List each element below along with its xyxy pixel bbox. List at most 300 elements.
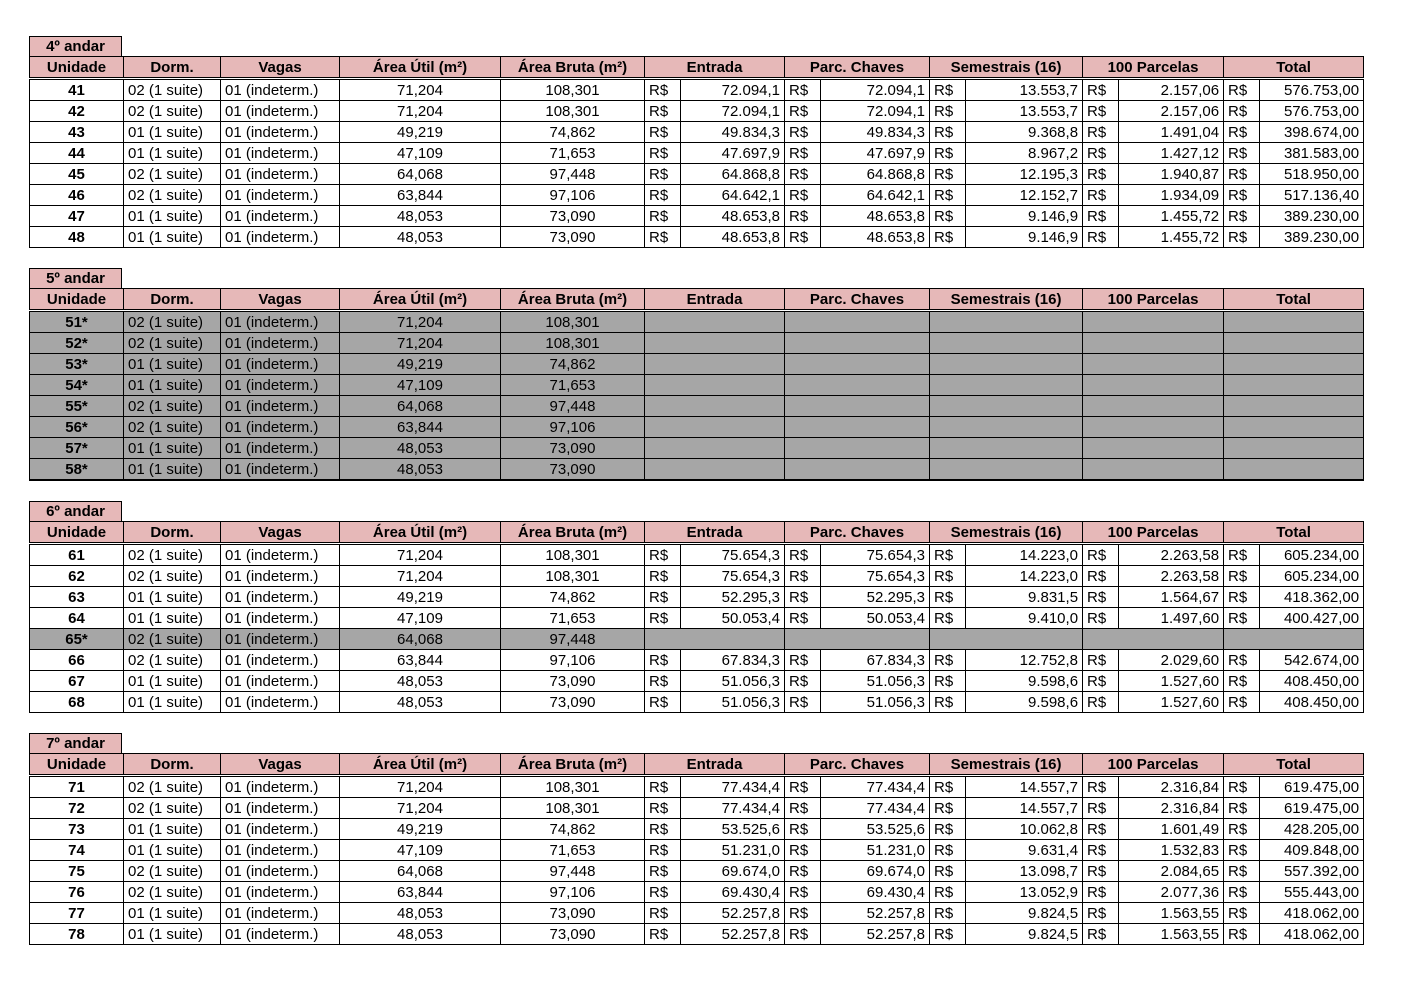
area-util-cell: 49,219	[340, 122, 501, 143]
currency-symbol: R$	[645, 776, 681, 798]
currency-symbol: R$	[785, 587, 821, 608]
vagas-cell: 01 (indeterm.)	[221, 798, 340, 819]
currency-symbol: R$	[1083, 819, 1119, 840]
column-header-total: Total	[1224, 754, 1364, 776]
semestrais-value: 13.052,9	[966, 882, 1083, 903]
total-cell-empty	[1224, 629, 1364, 650]
area-util-cell: 71,204	[340, 101, 501, 122]
area-util-cell: 71,204	[340, 333, 501, 354]
currency-symbol: R$	[930, 566, 966, 587]
column-header-unidade: Unidade	[30, 522, 124, 544]
table-row	[30, 311, 1364, 333]
total-cell-empty	[1224, 417, 1364, 438]
semestrais-value: 9.598,6	[966, 692, 1083, 713]
currency-symbol: R$	[1083, 840, 1119, 861]
entrada-cell-empty	[645, 396, 785, 417]
table-row	[30, 566, 1364, 587]
column-header-unidade: Unidade	[30, 57, 124, 79]
area-util-cell: 48,053	[340, 671, 501, 692]
vagas-cell: 01 (indeterm.)	[221, 861, 340, 882]
table-row	[30, 438, 1364, 459]
currency-symbol: R$	[645, 143, 681, 164]
semestrais-cell-empty	[930, 438, 1083, 459]
area-bruta-cell: 73,090	[501, 924, 645, 945]
semestrais-value: 9.831,5	[966, 587, 1083, 608]
entrada-value: 69.674,0	[681, 861, 785, 882]
area-util-cell: 48,053	[340, 924, 501, 945]
total-value: 398.674,00	[1260, 122, 1364, 143]
currency-symbol: R$	[645, 164, 681, 185]
column-header-semestrais: Semestrais (16)	[930, 57, 1083, 79]
entrada-cell-empty	[645, 333, 785, 354]
dorm-cell: 01 (1 suite)	[124, 354, 221, 375]
currency-symbol: R$	[785, 798, 821, 819]
vagas-cell: 01 (indeterm.)	[221, 101, 340, 122]
entrada-value: 52.295,3	[681, 587, 785, 608]
parc-chaves-value: 69.430,4	[821, 882, 930, 903]
column-header-total: Total	[1224, 289, 1364, 311]
parcelas-value: 2.157,06	[1119, 101, 1224, 122]
currency-symbol: R$	[1224, 164, 1260, 185]
area-bruta-cell: 73,090	[501, 227, 645, 248]
unit-number: 68	[30, 692, 124, 713]
area-bruta-cell: 73,090	[501, 903, 645, 924]
dorm-cell: 02 (1 suite)	[124, 79, 221, 101]
parcelas-value: 2.157,06	[1119, 79, 1224, 101]
unit-number: 67	[30, 671, 124, 692]
currency-symbol: R$	[1224, 587, 1260, 608]
currency-symbol: R$	[930, 903, 966, 924]
table-row	[30, 650, 1364, 671]
area-util-cell: 71,204	[340, 311, 501, 333]
dorm-cell: 01 (1 suite)	[124, 671, 221, 692]
table-row	[30, 185, 1364, 206]
parcelas-value: 1.934,09	[1119, 185, 1224, 206]
parc-chaves-value: 52.257,8	[821, 924, 930, 945]
unit-number: 65*	[30, 629, 124, 650]
entrada-value: 49.834,3	[681, 122, 785, 143]
currency-symbol: R$	[1083, 776, 1119, 798]
currency-symbol: R$	[1083, 587, 1119, 608]
currency-symbol: R$	[645, 227, 681, 248]
currency-symbol: R$	[1224, 544, 1260, 566]
currency-symbol: R$	[645, 122, 681, 143]
semestrais-value: 10.062,8	[966, 819, 1083, 840]
table-row	[30, 333, 1364, 354]
parc-chaves-value: 64.868,8	[821, 164, 930, 185]
area-bruta-cell: 71,653	[501, 840, 645, 861]
currency-symbol: R$	[1083, 143, 1119, 164]
currency-symbol: R$	[645, 861, 681, 882]
currency-symbol: R$	[785, 544, 821, 566]
dorm-cell: 02 (1 suite)	[124, 417, 221, 438]
floor-label: 6º andar	[29, 501, 122, 521]
column-header-entrada: Entrada	[645, 522, 785, 544]
unit-number: 76	[30, 882, 124, 903]
column-header-dorm: Dorm.	[124, 289, 221, 311]
total-value: 418.062,00	[1260, 924, 1364, 945]
parc-chaves-cell-empty	[785, 459, 930, 481]
total-cell-empty	[1224, 311, 1364, 333]
parcelas-value: 2.316,84	[1119, 776, 1224, 798]
currency-symbol: R$	[785, 671, 821, 692]
dorm-cell: 02 (1 suite)	[124, 164, 221, 185]
area-util-cell: 63,844	[340, 650, 501, 671]
vagas-cell: 01 (indeterm.)	[221, 79, 340, 101]
currency-symbol: R$	[645, 206, 681, 227]
parc-chaves-cell-empty	[785, 417, 930, 438]
parc-chaves-cell-empty	[785, 375, 930, 396]
dorm-cell: 02 (1 suite)	[124, 101, 221, 122]
parcelas-value: 1.601,49	[1119, 819, 1224, 840]
currency-symbol: R$	[1083, 206, 1119, 227]
currency-symbol: R$	[930, 122, 966, 143]
vagas-cell: 01 (indeterm.)	[221, 227, 340, 248]
area-util-cell: 71,204	[340, 566, 501, 587]
parcelas-value: 1.564,67	[1119, 587, 1224, 608]
area-bruta-cell: 71,653	[501, 375, 645, 396]
currency-symbol: R$	[785, 692, 821, 713]
currency-symbol: R$	[785, 143, 821, 164]
unit-number: 64	[30, 608, 124, 629]
total-value: 555.443,00	[1260, 882, 1364, 903]
entrada-value: 47.697,9	[681, 143, 785, 164]
parc-chaves-value: 47.697,9	[821, 143, 930, 164]
table-row	[30, 101, 1364, 122]
entrada-value: 48.653,8	[681, 206, 785, 227]
currency-symbol: R$	[785, 650, 821, 671]
currency-symbol: R$	[645, 185, 681, 206]
area-bruta-cell: 97,106	[501, 650, 645, 671]
semestrais-value: 14.223,0	[966, 544, 1083, 566]
vagas-cell: 01 (indeterm.)	[221, 819, 340, 840]
price-sheet	[29, 36, 1364, 965]
parcelas-cell-empty	[1083, 333, 1224, 354]
currency-symbol: R$	[1224, 861, 1260, 882]
unit-number: 41	[30, 79, 124, 101]
table-row	[30, 882, 1364, 903]
dorm-cell: 02 (1 suite)	[124, 566, 221, 587]
currency-symbol: R$	[1083, 608, 1119, 629]
dorm-cell: 01 (1 suite)	[124, 206, 221, 227]
area-bruta-cell: 97,448	[501, 164, 645, 185]
currency-symbol: R$	[930, 671, 966, 692]
column-header-parc-chaves: Parc. Chaves	[785, 57, 930, 79]
column-header-dorm: Dorm.	[124, 57, 221, 79]
currency-symbol: R$	[1224, 819, 1260, 840]
dorm-cell: 01 (1 suite)	[124, 608, 221, 629]
parc-chaves-value: 51.056,3	[821, 671, 930, 692]
column-header-dorm: Dorm.	[124, 522, 221, 544]
total-value: 408.450,00	[1260, 671, 1364, 692]
parc-chaves-cell-empty	[785, 629, 930, 650]
unit-number: 51*	[30, 311, 124, 333]
column-header-semestrais: Semestrais (16)	[930, 522, 1083, 544]
entrada-value: 51.056,3	[681, 671, 785, 692]
currency-symbol: R$	[1083, 903, 1119, 924]
currency-symbol: R$	[645, 608, 681, 629]
currency-symbol: R$	[930, 608, 966, 629]
table-row	[30, 459, 1364, 481]
parc-chaves-value: 64.642,1	[821, 185, 930, 206]
vagas-cell: 01 (indeterm.)	[221, 438, 340, 459]
vagas-cell: 01 (indeterm.)	[221, 840, 340, 861]
total-cell-empty	[1224, 375, 1364, 396]
currency-symbol: R$	[645, 840, 681, 861]
entrada-cell-empty	[645, 311, 785, 333]
column-header-parcelas: 100 Parcelas	[1083, 754, 1224, 776]
area-util-cell: 63,844	[340, 417, 501, 438]
table-row	[30, 819, 1364, 840]
dorm-cell: 02 (1 suite)	[124, 544, 221, 566]
currency-symbol: R$	[1224, 903, 1260, 924]
vagas-cell: 01 (indeterm.)	[221, 122, 340, 143]
currency-symbol: R$	[645, 79, 681, 101]
column-header-area-util: Área Útil (m²)	[340, 522, 501, 544]
semestrais-cell-empty	[930, 396, 1083, 417]
parc-chaves-cell-empty	[785, 333, 930, 354]
parcelas-value: 2.029,60	[1119, 650, 1224, 671]
dorm-cell: 02 (1 suite)	[124, 629, 221, 650]
area-bruta-cell: 73,090	[501, 438, 645, 459]
area-util-cell: 71,204	[340, 79, 501, 101]
area-bruta-cell: 108,301	[501, 333, 645, 354]
currency-symbol: R$	[645, 544, 681, 566]
total-value: 557.392,00	[1260, 861, 1364, 882]
semestrais-cell-empty	[930, 375, 1083, 396]
area-util-cell: 49,219	[340, 819, 501, 840]
column-header-area-util: Área Útil (m²)	[340, 754, 501, 776]
area-bruta-cell: 108,301	[501, 798, 645, 819]
area-bruta-cell: 74,862	[501, 354, 645, 375]
entrada-cell-empty	[645, 354, 785, 375]
table-row	[30, 396, 1364, 417]
area-bruta-cell: 108,301	[501, 544, 645, 566]
unit-number: 43	[30, 122, 124, 143]
currency-symbol: R$	[1083, 650, 1119, 671]
parc-chaves-cell-empty	[785, 438, 930, 459]
semestrais-value: 9.368,8	[966, 122, 1083, 143]
dorm-cell: 02 (1 suite)	[124, 333, 221, 354]
currency-symbol: R$	[1083, 924, 1119, 945]
parcelas-cell-empty	[1083, 354, 1224, 375]
total-value: 389.230,00	[1260, 227, 1364, 248]
parc-chaves-value: 52.257,8	[821, 903, 930, 924]
dorm-cell: 02 (1 suite)	[124, 396, 221, 417]
dorm-cell: 01 (1 suite)	[124, 587, 221, 608]
parc-chaves-cell-empty	[785, 354, 930, 375]
total-value: 518.950,00	[1260, 164, 1364, 185]
parc-chaves-value: 67.834,3	[821, 650, 930, 671]
parc-chaves-value: 77.434,4	[821, 776, 930, 798]
parcelas-value: 2.084,65	[1119, 861, 1224, 882]
area-bruta-cell: 97,448	[501, 396, 645, 417]
dorm-cell: 02 (1 suite)	[124, 776, 221, 798]
entrada-value: 72.094,1	[681, 101, 785, 122]
dorm-cell: 02 (1 suite)	[124, 882, 221, 903]
dorm-cell: 01 (1 suite)	[124, 924, 221, 945]
column-header-parc-chaves: Parc. Chaves	[785, 522, 930, 544]
currency-symbol: R$	[1224, 185, 1260, 206]
table-row	[30, 587, 1364, 608]
parcelas-cell-empty	[1083, 375, 1224, 396]
parcelas-value: 1.497,60	[1119, 608, 1224, 629]
area-bruta-cell: 73,090	[501, 206, 645, 227]
column-header-total: Total	[1224, 522, 1364, 544]
currency-symbol: R$	[1083, 227, 1119, 248]
area-bruta-cell: 97,106	[501, 185, 645, 206]
total-value: 576.753,00	[1260, 101, 1364, 122]
parc-chaves-value: 48.653,8	[821, 206, 930, 227]
currency-symbol: R$	[645, 566, 681, 587]
floor-table	[29, 288, 1364, 481]
currency-symbol: R$	[785, 861, 821, 882]
currency-symbol: R$	[930, 798, 966, 819]
vagas-cell: 01 (indeterm.)	[221, 354, 340, 375]
vagas-cell: 01 (indeterm.)	[221, 333, 340, 354]
parcelas-cell-empty	[1083, 311, 1224, 333]
parcelas-cell-empty	[1083, 459, 1224, 481]
entrada-value: 50.053,4	[681, 608, 785, 629]
currency-symbol: R$	[785, 776, 821, 798]
unit-number: 58*	[30, 459, 124, 481]
unit-number: 56*	[30, 417, 124, 438]
parc-chaves-value: 53.525,6	[821, 819, 930, 840]
semestrais-value: 9.146,9	[966, 206, 1083, 227]
currency-symbol: R$	[1083, 861, 1119, 882]
dorm-cell: 01 (1 suite)	[124, 438, 221, 459]
table-row	[30, 417, 1364, 438]
vagas-cell: 01 (indeterm.)	[221, 629, 340, 650]
entrada-value: 77.434,4	[681, 798, 785, 819]
table-row	[30, 122, 1364, 143]
table-row	[30, 840, 1364, 861]
entrada-value: 52.257,8	[681, 924, 785, 945]
area-util-cell: 63,844	[340, 185, 501, 206]
area-bruta-cell: 74,862	[501, 587, 645, 608]
table-row	[30, 671, 1364, 692]
column-header-area-util: Área Útil (m²)	[340, 289, 501, 311]
semestrais-value: 9.824,5	[966, 903, 1083, 924]
parcelas-value: 2.077,36	[1119, 882, 1224, 903]
unit-number: 55*	[30, 396, 124, 417]
currency-symbol: R$	[1224, 798, 1260, 819]
column-header-area-bruta: Área Bruta (m²)	[501, 57, 645, 79]
floor-table	[29, 753, 1364, 945]
semestrais-value: 9.631,4	[966, 840, 1083, 861]
vagas-cell: 01 (indeterm.)	[221, 587, 340, 608]
vagas-cell: 01 (indeterm.)	[221, 459, 340, 481]
total-value: 418.062,00	[1260, 903, 1364, 924]
currency-symbol: R$	[930, 185, 966, 206]
area-util-cell: 71,204	[340, 798, 501, 819]
parc-chaves-value: 48.653,8	[821, 227, 930, 248]
currency-symbol: R$	[1224, 101, 1260, 122]
total-value: 400.427,00	[1260, 608, 1364, 629]
column-header-semestrais: Semestrais (16)	[930, 754, 1083, 776]
semestrais-value: 9.146,9	[966, 227, 1083, 248]
parcelas-value: 1.455,72	[1119, 227, 1224, 248]
table-row	[30, 692, 1364, 713]
column-header-area-util: Área Útil (m²)	[340, 57, 501, 79]
semestrais-value: 14.223,0	[966, 566, 1083, 587]
entrada-value: 51.231,0	[681, 840, 785, 861]
area-bruta-cell: 74,862	[501, 122, 645, 143]
currency-symbol: R$	[1083, 671, 1119, 692]
semestrais-value: 9.410,0	[966, 608, 1083, 629]
column-header-parcelas: 100 Parcelas	[1083, 522, 1224, 544]
area-bruta-cell: 97,448	[501, 861, 645, 882]
column-header-area-bruta: Área Bruta (m²)	[501, 289, 645, 311]
area-util-cell: 47,109	[340, 143, 501, 164]
entrada-cell-empty	[645, 438, 785, 459]
entrada-value: 72.094,1	[681, 79, 785, 101]
entrada-value: 77.434,4	[681, 776, 785, 798]
currency-symbol: R$	[645, 798, 681, 819]
entrada-value: 48.653,8	[681, 227, 785, 248]
parc-chaves-value: 72.094,1	[821, 79, 930, 101]
unit-number: 57*	[30, 438, 124, 459]
semestrais-value: 12.152,7	[966, 185, 1083, 206]
currency-symbol: R$	[930, 924, 966, 945]
column-header-area-bruta: Área Bruta (m²)	[501, 754, 645, 776]
currency-symbol: R$	[645, 101, 681, 122]
floor-block	[29, 733, 1364, 945]
table-row	[30, 776, 1364, 798]
area-bruta-cell: 74,862	[501, 819, 645, 840]
semestrais-cell-empty	[930, 354, 1083, 375]
total-value: 428.205,00	[1260, 819, 1364, 840]
total-value: 418.362,00	[1260, 587, 1364, 608]
entrada-value: 67.834,3	[681, 650, 785, 671]
table-row	[30, 375, 1364, 396]
area-bruta-cell: 71,653	[501, 608, 645, 629]
currency-symbol: R$	[785, 566, 821, 587]
column-header-unidade: Unidade	[30, 754, 124, 776]
parcelas-value: 1.527,60	[1119, 692, 1224, 713]
header-row	[30, 754, 1364, 776]
unit-number: 75	[30, 861, 124, 882]
floor-table	[29, 521, 1364, 713]
area-util-cell: 48,053	[340, 903, 501, 924]
dorm-cell: 02 (1 suite)	[124, 311, 221, 333]
table-row	[30, 861, 1364, 882]
column-header-entrada: Entrada	[645, 289, 785, 311]
parcelas-cell-empty	[1083, 396, 1224, 417]
parcelas-value: 1.455,72	[1119, 206, 1224, 227]
currency-symbol: R$	[1224, 608, 1260, 629]
currency-symbol: R$	[930, 882, 966, 903]
currency-symbol: R$	[930, 840, 966, 861]
total-value: 517.136,40	[1260, 185, 1364, 206]
vagas-cell: 01 (indeterm.)	[221, 692, 340, 713]
vagas-cell: 01 (indeterm.)	[221, 396, 340, 417]
entrada-cell-empty	[645, 417, 785, 438]
area-util-cell: 63,844	[340, 882, 501, 903]
total-value: 409.848,00	[1260, 840, 1364, 861]
unit-number: 66	[30, 650, 124, 671]
area-bruta-cell: 73,090	[501, 459, 645, 481]
semestrais-value: 12.195,3	[966, 164, 1083, 185]
semestrais-value: 13.553,7	[966, 79, 1083, 101]
column-header-area-bruta: Área Bruta (m²)	[501, 522, 645, 544]
unit-number: 47	[30, 206, 124, 227]
currency-symbol: R$	[1224, 671, 1260, 692]
semestrais-value: 8.967,2	[966, 143, 1083, 164]
entrada-cell-empty	[645, 629, 785, 650]
dorm-cell: 01 (1 suite)	[124, 840, 221, 861]
currency-symbol: R$	[1083, 882, 1119, 903]
